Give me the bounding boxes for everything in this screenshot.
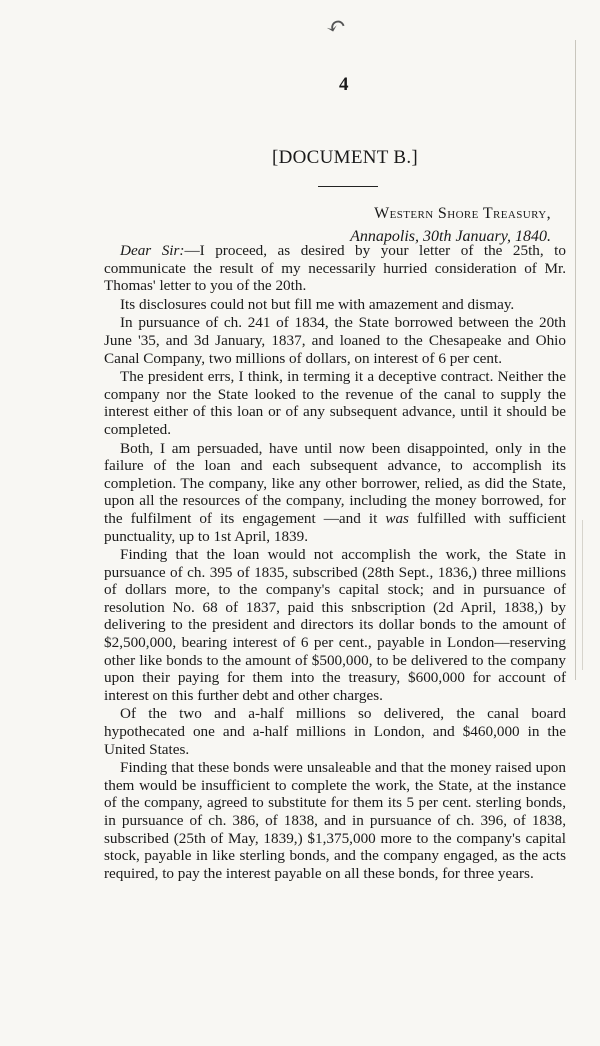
salutation: Dear Sir: bbox=[120, 242, 185, 259]
paragraph-3: In pursuance of ch. 241 of 1834, the State borrowed between the 20th June '35, and 3d January, 1837, and loaned to the Chesapeake and Ohio Canal Company, two millions of dollars, on interest of 6 per cent. bbox=[104, 314, 566, 367]
letter-body bbox=[104, 242, 566, 883]
paragraph-4: The president errs, I think, in terming it a deceptive contract. Neither the company nor the State looked to the revenue of the canal to supply the interest either of this loan or of any subsequent advance, until it should be completed. bbox=[104, 368, 566, 438]
title-rule bbox=[318, 186, 378, 187]
page-number: 4 bbox=[339, 74, 349, 95]
paragraph-6: Finding that the loan would not accomplish the work, the State in pursuance of ch. 395 of 1835, subscribed (28th Sept., 1836,) three millions of dollars more, to the company's capital stock; and in pursuance of resolution No. 68 of 1837, paid this snbscription (2d April, 1838,) by delivering to the president and directors its dollar bonds to the amount of $2,500,000, bearing interest of 6 per cent., payable in London—reserving other like bonds to the amount of $500,000, to be delivered to the company upon their paying for them into the treasury, $600,000 for account of interest on this further debt and other charges. bbox=[104, 546, 566, 704]
dateline-place-date: Annapolis, 30th January, 1840. bbox=[350, 228, 551, 245]
paragraph-2: Its disclosures could not but fill me with amazement and dismay. bbox=[120, 295, 515, 313]
paragraph-7: Of the two and a-half millions so delivered, the canal board hypothecated one and a-half millions in London, and $460,000 in the United States. bbox=[104, 705, 566, 758]
document-title: [DOCUMENT B.] bbox=[272, 147, 419, 168]
paragraph-5 bbox=[104, 440, 566, 546]
paragraph-5-post: fulfilled with sufficient punctuality, up to 1st April, 1839. bbox=[104, 509, 566, 545]
dateline-office: Western Shore Treasury, bbox=[374, 205, 551, 222]
paragraph-5-emphasis: was bbox=[385, 509, 409, 527]
paragraph-8: Finding that these bonds were unsaleable and that the money raised upon them would be insufficient to complete the work, the State, at the instance of the company, agreed to substitute for them its 5 per cent. sterling bonds, in pursuance of ch. 386, of 1838, and in pursuance of ch. 396, of 1838, subscribed (25th of May, 1839,) $1,375,000 more to the company's capital stock, payable in like sterling bonds, and the company engaged, as the acts required, to pay the interest payable on all these bonds, for three years. bbox=[104, 759, 566, 882]
ink-mark: ↶ bbox=[323, 11, 350, 43]
paragraph-1-text: —I proceed, as desired by your letter of the 25th, to communicate the result of my necessarily hurried consideration of Mr. Thomas' letter to you of the 20th. bbox=[104, 242, 566, 295]
binding-shadow-line-secondary bbox=[582, 520, 583, 670]
paragraph-1 bbox=[104, 242, 566, 295]
paragraph-5-pre: Both, I am persuaded, have until now been disappointed, only in the failure of the loan and each subsequent advance, to accomplish its completion. The company, like any other borrower, relied, as did the State, upon all the resources of the company, including the money borrowed, for the fulfilment of its engagement —and it bbox=[104, 439, 566, 527]
binding-shadow-line bbox=[575, 40, 576, 680]
